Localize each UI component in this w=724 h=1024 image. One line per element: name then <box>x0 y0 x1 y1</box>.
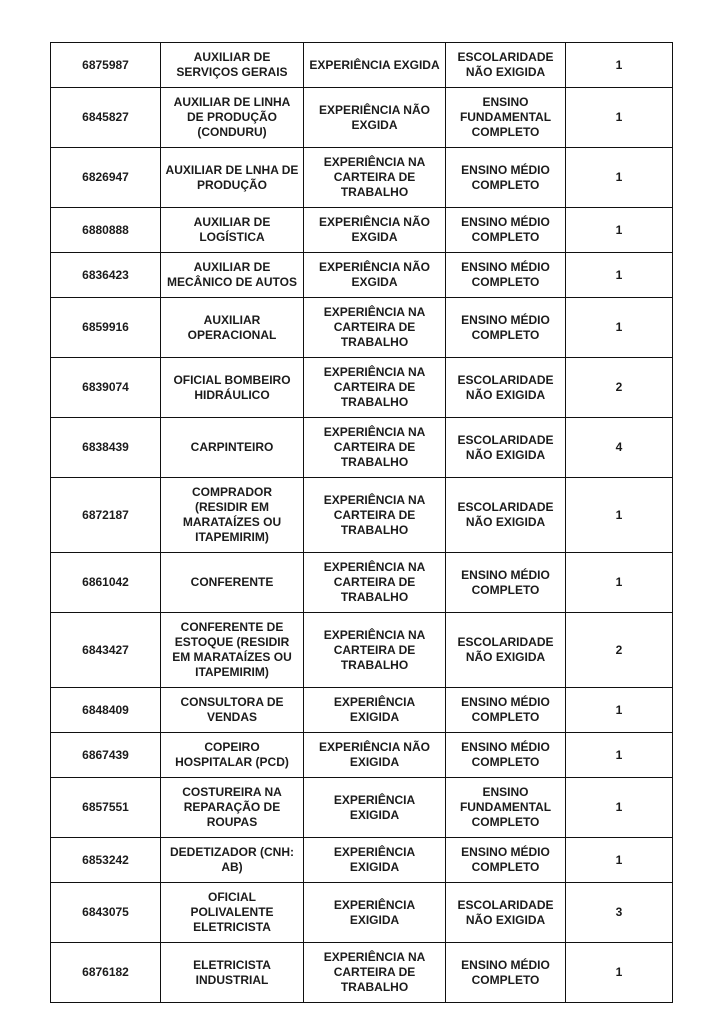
table-row <box>51 43 673 88</box>
cell-education: ENSINO FUNDAMENTAL COMPLETO <box>446 88 566 148</box>
cell-vacancy-id: 6836423 <box>51 253 161 298</box>
cell-education: ENSINO MÉDIO COMPLETO <box>446 298 566 358</box>
table-row <box>51 613 673 688</box>
cell-vacancy-id: 6843075 <box>51 883 161 943</box>
cell-quantity: 1 <box>566 733 673 778</box>
table-row <box>51 883 673 943</box>
cell-job-title: AUXILIAR DE SERVIÇOS GERAIS <box>161 43 304 88</box>
cell-education: ESCOLARIDADE NÃO EXIGIDA <box>446 358 566 418</box>
cell-job-title: CARPINTEIRO <box>161 418 304 478</box>
cell-quantity: 1 <box>566 943 673 1003</box>
cell-job-title: ELETRICISTA INDUSTRIAL <box>161 943 304 1003</box>
table-row <box>51 148 673 208</box>
cell-vacancy-id: 6838439 <box>51 418 161 478</box>
cell-vacancy-id: 6880888 <box>51 208 161 253</box>
cell-education: ENSINO MÉDIO COMPLETO <box>446 208 566 253</box>
cell-education: ESCOLARIDADE NÃO EXIGIDA <box>446 883 566 943</box>
cell-job-title: AUXILIAR DE MECÂNICO DE AUTOS <box>161 253 304 298</box>
table-row <box>51 208 673 253</box>
cell-job-title: COMPRADOR (RESIDIR EM MARATAÍZES OU ITAPEMIRIM) <box>161 478 304 553</box>
cell-quantity: 1 <box>566 88 673 148</box>
table-row <box>51 778 673 838</box>
cell-vacancy-id: 6867439 <box>51 733 161 778</box>
table-row <box>51 418 673 478</box>
table-row <box>51 553 673 613</box>
cell-experience: EXPERIÊNCIA NA CARTEIRA DE TRABALHO <box>304 478 446 553</box>
cell-vacancy-id: 6848409 <box>51 688 161 733</box>
table-row <box>51 943 673 1003</box>
cell-quantity: 3 <box>566 883 673 943</box>
cell-education: ENSINO MÉDIO COMPLETO <box>446 838 566 883</box>
cell-job-title: AUXILIAR DE LOGÍSTICA <box>161 208 304 253</box>
cell-education: ENSINO MÉDIO COMPLETO <box>446 943 566 1003</box>
cell-experience: EXPERIÊNCIA NA CARTEIRA DE TRABALHO <box>304 358 446 418</box>
cell-experience: EXPERIÊNCIA NA CARTEIRA DE TRABALHO <box>304 613 446 688</box>
cell-education: ENSINO MÉDIO COMPLETO <box>446 553 566 613</box>
cell-vacancy-id: 6826947 <box>51 148 161 208</box>
cell-experience: EXPERIÊNCIA NÃO EXGIDA <box>304 253 446 298</box>
cell-job-title: OFICIAL POLIVALENTE ELETRICISTA <box>161 883 304 943</box>
cell-job-title: CONFERENTE DE ESTOQUE (RESIDIR EM MARATAÍZES OU ITAPEMIRIM) <box>161 613 304 688</box>
cell-job-title: COSTUREIRA NA REPARAÇÃO DE ROUPAS <box>161 778 304 838</box>
table-row <box>51 478 673 553</box>
cell-job-title: DEDETIZADOR (CNH: AB) <box>161 838 304 883</box>
table-row <box>51 298 673 358</box>
cell-vacancy-id: 6845827 <box>51 88 161 148</box>
cell-vacancy-id: 6875987 <box>51 43 161 88</box>
cell-quantity: 1 <box>566 478 673 553</box>
cell-education: ENSINO FUNDAMENTAL COMPLETO <box>446 778 566 838</box>
job-vacancies-table <box>50 42 673 1003</box>
cell-education: ESCOLARIDADE NÃO EXIGIDA <box>446 478 566 553</box>
cell-vacancy-id: 6876182 <box>51 943 161 1003</box>
cell-experience: EXPERIÊNCIA EXIGIDA <box>304 778 446 838</box>
cell-job-title: CONSULTORA DE VENDAS <box>161 688 304 733</box>
cell-quantity: 1 <box>566 838 673 883</box>
table-row <box>51 88 673 148</box>
cell-education: ENSINO MÉDIO COMPLETO <box>446 733 566 778</box>
cell-job-title: AUXILIAR DE LNHA DE PRODUÇÃO <box>161 148 304 208</box>
cell-quantity: 1 <box>566 253 673 298</box>
cell-experience: EXPERIÊNCIA EXIGIDA <box>304 688 446 733</box>
table-row <box>51 253 673 298</box>
cell-experience: EXPERIÊNCIA EXGIDA <box>304 43 446 88</box>
cell-experience: EXPERIÊNCIA EXIGIDA <box>304 883 446 943</box>
cell-vacancy-id: 6857551 <box>51 778 161 838</box>
cell-experience: EXPERIÊNCIA NÃO EXIGIDA <box>304 733 446 778</box>
cell-quantity: 1 <box>566 553 673 613</box>
cell-vacancy-id: 6853242 <box>51 838 161 883</box>
cell-education: ENSINO MÉDIO COMPLETO <box>446 148 566 208</box>
table-row <box>51 358 673 418</box>
cell-quantity: 1 <box>566 208 673 253</box>
cell-vacancy-id: 6872187 <box>51 478 161 553</box>
cell-experience: EXPERIÊNCIA NA CARTEIRA DE TRABALHO <box>304 943 446 1003</box>
cell-quantity: 2 <box>566 613 673 688</box>
cell-vacancy-id: 6843427 <box>51 613 161 688</box>
cell-experience: EXPERIÊNCIA NÃO EXGIDA <box>304 208 446 253</box>
cell-education: ENSINO MÉDIO COMPLETO <box>446 253 566 298</box>
cell-education: ESCOLARIDADE NÃO EXIGIDA <box>446 418 566 478</box>
cell-experience: EXPERIÊNCIA EXIGIDA <box>304 838 446 883</box>
cell-education: ESCOLARIDADE NÃO EXIGIDA <box>446 43 566 88</box>
cell-quantity: 1 <box>566 148 673 208</box>
table-row <box>51 838 673 883</box>
cell-experience: EXPERIÊNCIA NA CARTEIRA DE TRABALHO <box>304 553 446 613</box>
table-row <box>51 688 673 733</box>
cell-job-title: AUXILIAR DE LINHA DE PRODUÇÃO (CONDURU) <box>161 88 304 148</box>
cell-job-title: OFICIAL BOMBEIRO HIDRÁULICO <box>161 358 304 418</box>
cell-job-title: AUXILIAR OPERACIONAL <box>161 298 304 358</box>
cell-quantity: 4 <box>566 418 673 478</box>
cell-experience: EXPERIÊNCIA NA CARTEIRA DE TRABALHO <box>304 298 446 358</box>
cell-vacancy-id: 6861042 <box>51 553 161 613</box>
cell-experience: EXPERIÊNCIA NA CARTEIRA DE TRABALHO <box>304 148 446 208</box>
cell-vacancy-id: 6839074 <box>51 358 161 418</box>
cell-quantity: 1 <box>566 778 673 838</box>
cell-quantity: 2 <box>566 358 673 418</box>
cell-experience: EXPERIÊNCIA NÃO EXGIDA <box>304 88 446 148</box>
cell-quantity: 1 <box>566 688 673 733</box>
cell-experience: EXPERIÊNCIA NA CARTEIRA DE TRABALHO <box>304 418 446 478</box>
cell-job-title: COPEIRO HOSPITALAR (PCD) <box>161 733 304 778</box>
cell-quantity: 1 <box>566 298 673 358</box>
cell-job-title: CONFERENTE <box>161 553 304 613</box>
cell-quantity: 1 <box>566 43 673 88</box>
table-row <box>51 733 673 778</box>
cell-education: ENSINO MÉDIO COMPLETO <box>446 688 566 733</box>
cell-education: ESCOLARIDADE NÃO EXIGIDA <box>446 613 566 688</box>
job-vacancies-table-body <box>51 43 673 1003</box>
cell-vacancy-id: 6859916 <box>51 298 161 358</box>
